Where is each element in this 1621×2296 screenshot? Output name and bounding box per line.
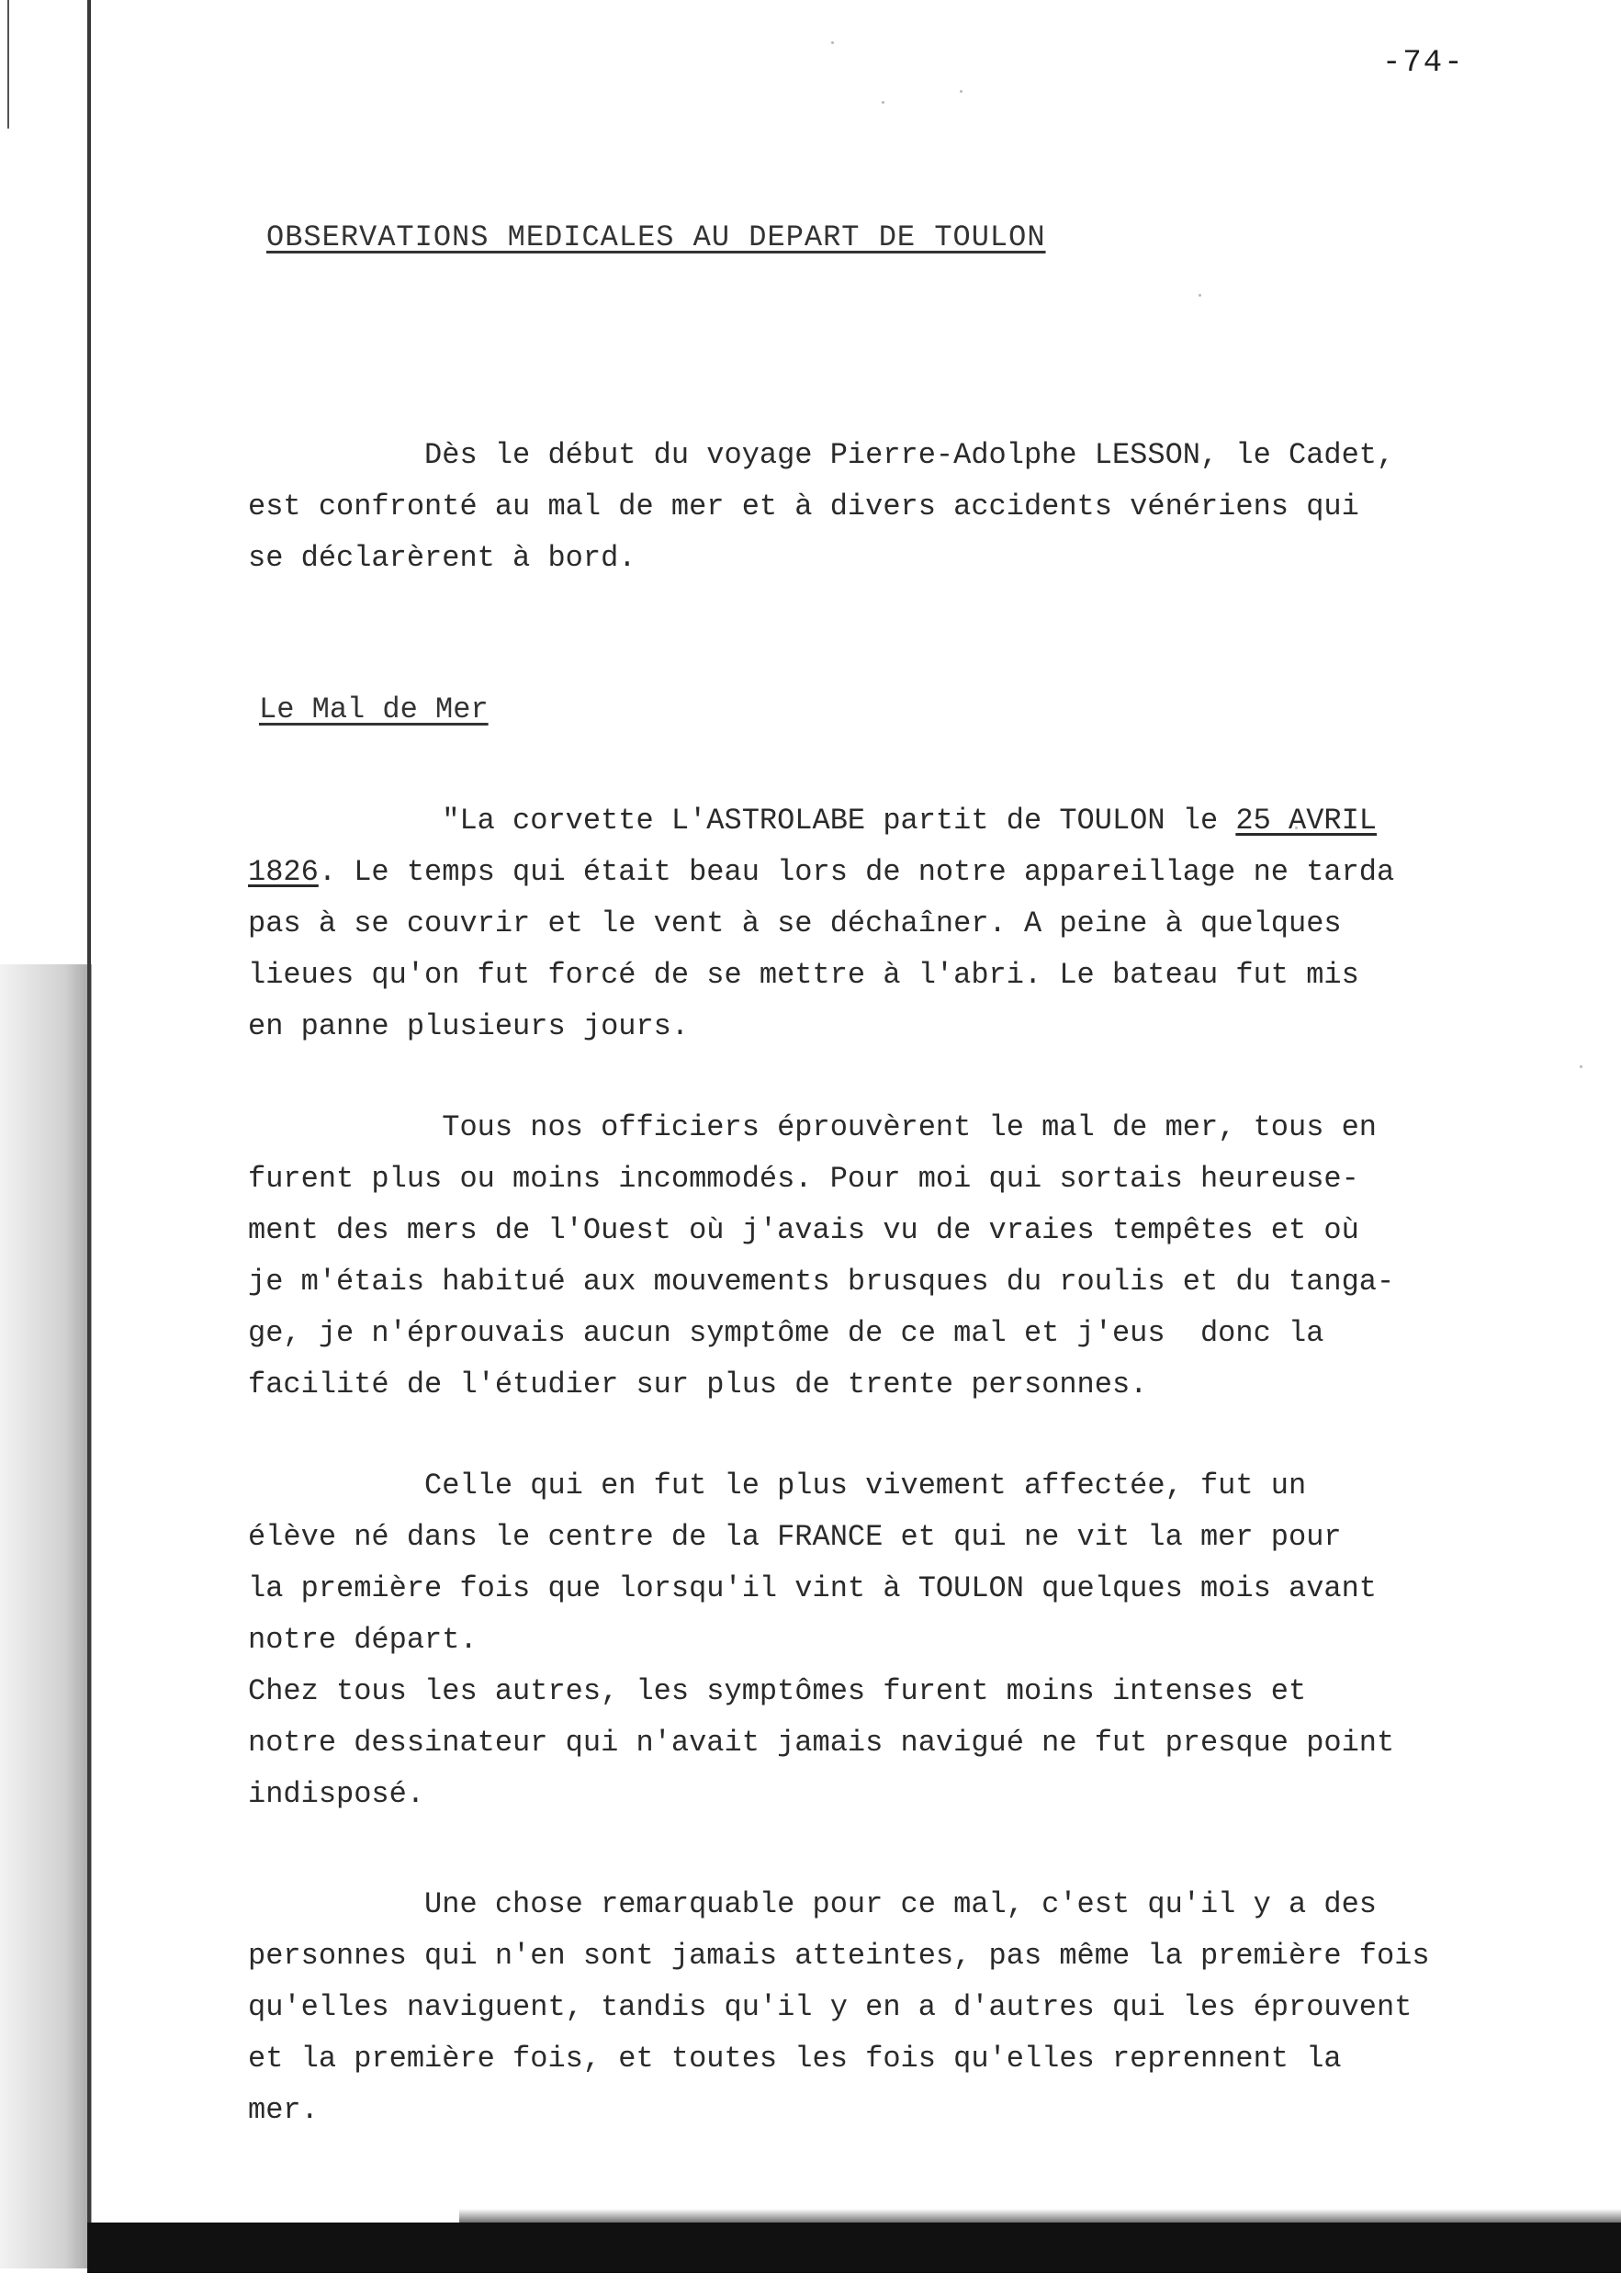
scan-bottom-border — [87, 2223, 1621, 2273]
scan-speckle — [1199, 294, 1201, 297]
page-number: -74- — [1382, 46, 1465, 81]
quote-line: lieues qu'on fut forcé de se mettre à l'abri. Le bateau fut mis — [248, 958, 1359, 992]
page-title: OBSERVATIONS MEDICALES AU DEPART DE TOULON — [266, 220, 1046, 254]
paragraph-line: qu'elles naviguent, tandis qu'il y en a d'autres qui les éprouvent — [248, 1990, 1413, 2024]
quote-line — [248, 795, 1506, 847]
scan-edge-mark — [7, 0, 9, 129]
paragraph-line: notre dessinateur qui n'avait jamais navigué ne fut presque point — [248, 1726, 1395, 1760]
paragraph-line: la première fois que lorsqu'il vint à TOULON quelques mois avant — [248, 1571, 1377, 1605]
paragraph-line: élève né dans le centre de la FRANCE et qui ne vit la mer pour — [248, 1520, 1342, 1554]
scan-speckle — [882, 101, 884, 104]
paragraph-line: Tous nos officiers éprouvèrent le mal de mer, tous en — [248, 1110, 1377, 1144]
date-year: 1826 — [248, 855, 319, 889]
paragraph-line: ge, je n'éprouvais aucun symptôme de ce mal et j'eus donc la — [248, 1316, 1324, 1350]
quote-line-text: "La corvette L'ASTROLABE partit de TOULON le — [248, 804, 1236, 838]
quote-line: en panne plusieurs jours. — [248, 1009, 690, 1043]
paragraph-line: je m'étais habitué aux mouvements brusques du roulis et du tanga- — [248, 1265, 1395, 1299]
intro-line: est confronté au mal de mer et à divers accidents vénériens qui — [248, 490, 1359, 523]
scan-left-border — [87, 0, 91, 2268]
scan-speckle — [831, 41, 834, 44]
scan-margin-shadow — [0, 964, 92, 2268]
paragraph-line: Chez tous les autres, les symptômes furent moins intenses et — [248, 1674, 1307, 1708]
paragraph-line: et la première fois, et toutes les fois qu'elles reprennent la — [248, 2042, 1342, 2076]
section-heading: Le Mal de Mer — [259, 692, 489, 726]
scan-speckle — [1580, 1065, 1582, 1068]
date-day-month: 25 AVRIL — [1235, 804, 1377, 838]
quote-line: pas à se couvrir et le vent à se déchaîner. A peine à quelques — [248, 906, 1342, 940]
paragraph-line: Celle qui en fut le plus vivement affectée, fut un — [248, 1469, 1307, 1503]
scan-bottom-fade — [459, 2209, 1621, 2223]
paragraph-line: personnes qui n'en sont jamais atteintes, pas même la première fois — [248, 1939, 1430, 1973]
paragraph-line: ment des mers de l'Ouest où j'avais vu de vraies tempêtes et où — [248, 1213, 1359, 1247]
intro-line: se déclarèrent à bord. — [248, 541, 636, 575]
paragraph-line: indisposé. — [248, 1777, 425, 1811]
paragraph-line: notre départ. — [248, 1623, 478, 1657]
intro-line: Dès le début du voyage Pierre-Adolphe LESSON, le Cadet, — [248, 438, 1395, 472]
quote-line-text: . Le temps qui était beau lors de notre appareillage ne tarda — [318, 855, 1395, 889]
paragraph-line: facilité de l'étudier sur plus de trente personnes. — [248, 1367, 1148, 1401]
scan-speckle — [960, 90, 962, 93]
paragraph-line: furent plus ou moins incommodés. Pour moi qui sortais heureuse- — [248, 1162, 1359, 1196]
paragraph-line: mer. — [248, 2093, 319, 2127]
quote-line — [248, 847, 1506, 898]
paragraph-line: Une chose remarquable pour ce mal, c'est qu'il y a des — [248, 1887, 1377, 1921]
